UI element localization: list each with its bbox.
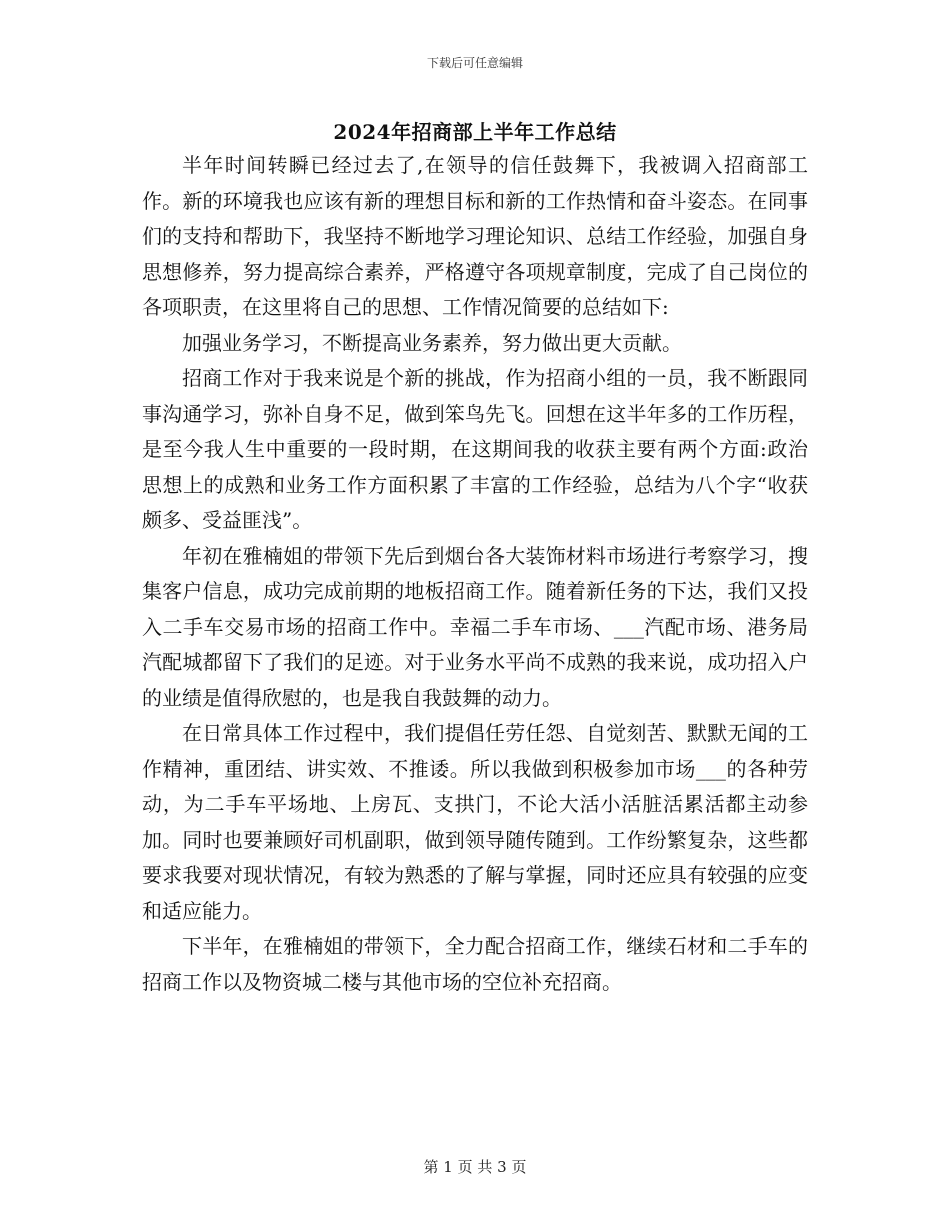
document-title: 2024年招商部上半年工作总结 bbox=[333, 120, 617, 144]
paragraph: 招商工作对于我来说是个新的挑战，作为招商小组的一员，我不断跟同事沟通学习，弥补自身不足，做到笨鸟先飞。回想在这半年多的工作历程，是至今我人生中重要的一段时期，在这期间我的收获主要有两个方面:政治思想上的成熟和业务工作方面积累了丰富的工作经验，总结为八个字“收获颇多、受益匪浅”。 bbox=[142, 366, 808, 532]
paragraph: 在日常具体工作过程中，我们提倡任劳任怨、自觉刻苦、默默无闻的工作精神，重团结、讲实效、不推诿。所以我做到积极参加市场___的各种劳动，为二手车平场地、上房瓦、支拱门，不论大活小活脏活累活都主动参加。同时也要兼顾好司机副职，做到领导随传随到。工作纷繁复杂，这些都要求我要对现状情况，有较为熟悉的了解与掌握，同时还应具有较强的应变和适应能力。 bbox=[142, 721, 808, 923]
paragraph: 年初在雅楠姐的带领下先后到烟台各大装饰材料市场进行考察学习，搜集客户信息，成功完成前期的地板招商工作。随着新任务的下达，我们又投入二手车交易市场的招商工作中。幸福二手车市场、___汽配市场、港务局汽配城都留下了我们的足迹。对于业务水平尚不成熟的我来说，成功招入户的业绩是值得欣慰的，也是我自我鼓舞的动力。 bbox=[142, 543, 808, 710]
document-body bbox=[142, 148, 808, 1000]
paragraph: 下半年，在雅楠姐的带领下，全力配合招商工作，继续石材和二手车的招商工作以及物资城二楼与其他市场的空位补充招商。 bbox=[142, 934, 808, 994]
page-number-footer: 第 1 页 共 3 页 bbox=[423, 1158, 527, 1176]
header-note: 下载后可任意编辑 bbox=[426, 56, 523, 70]
paragraph: 半年时间转瞬已经过去了,在领导的信任鼓舞下，我被调入招商部工作。新的环境我也应该有新的理想目标和新的工作热情和奋斗姿态。在同事们的支持和帮助下，我坚持不断地学习理论知识、总结工作经验，加强自身思想修养，努力提高综合素养，严格遵守各项规章制度，完成了自己岗位的各项职责，在这里将自己的思想、工作情况简要的总结如下: bbox=[142, 153, 808, 319]
paragraph: 加强业务学习，不断提高业务素养，努力做出更大贡献。 bbox=[182, 330, 682, 355]
